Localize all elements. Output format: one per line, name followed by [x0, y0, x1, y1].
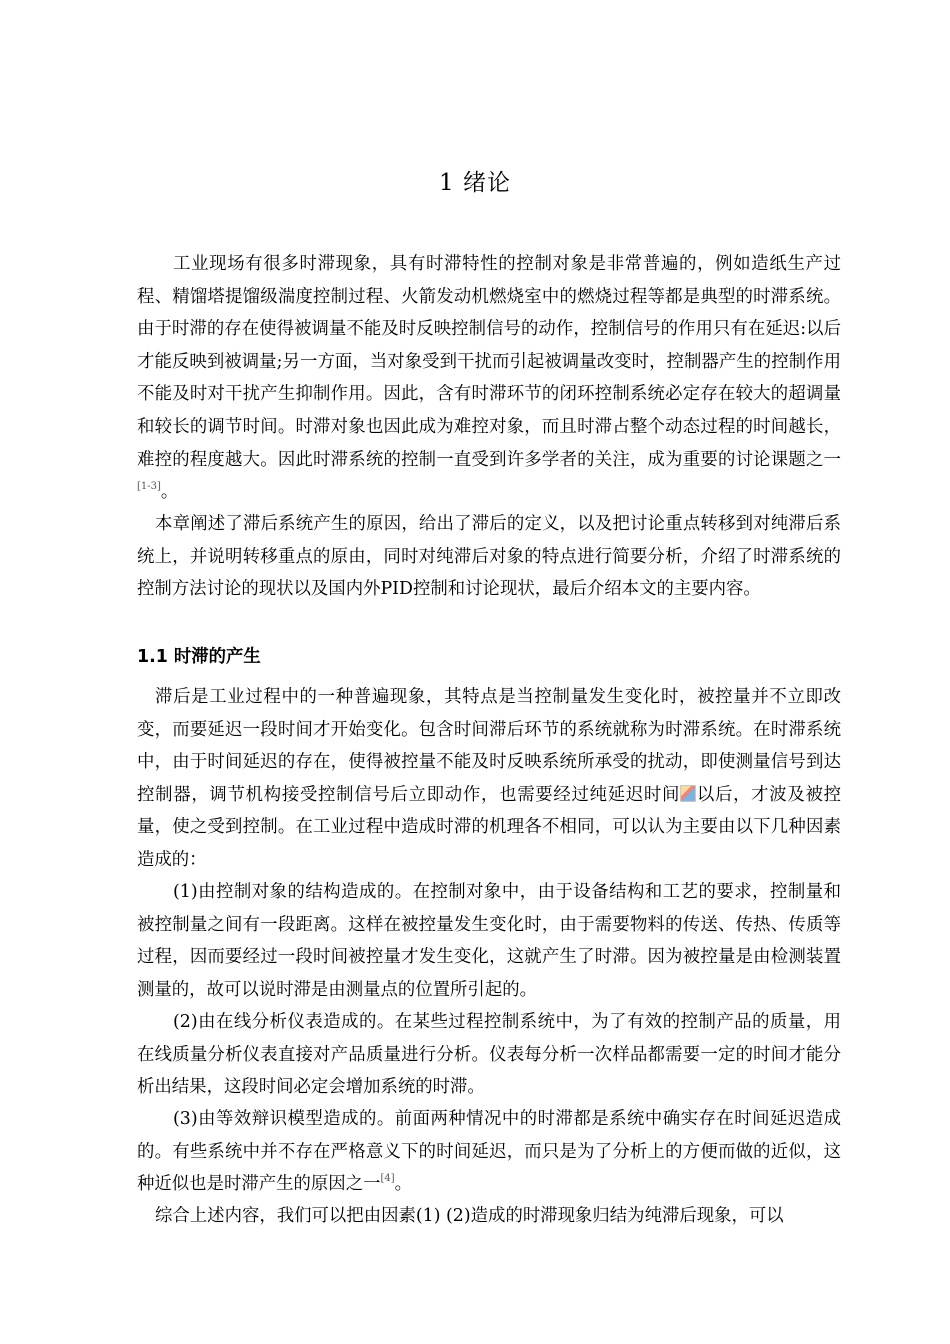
list-item-2: (2)由在线分析仪表造成的。在某些过程控制系统中，为了有效的控制产品的质量，用在线质量分析仪表直接对产品质量进行分析。仪表每分析一次样品都需要一定的时间才能分析出结果，这段时间必定会增加系统的时滞。 [137, 1012, 841, 1098]
section-heading-1-1: 1.1 时滞的产生 [137, 647, 261, 667]
intro-paragraph-2: 本章阐述了滞后系统产生的原因，给出了滞后的定义，以及把讨论重点转移到对纯滞后系统上，并说明转移重点的原由，同时对纯滞后对象的特点进行简要分析，介绍了时滞系统的控制方法讨论的现状以及国内外PID控制和讨论现状，最后介绍本文的主要内容。 [137, 514, 841, 600]
section-1-1-paragraph-last: 综合上述内容，我们可以把由因素(1) (2)造成的时滞现象归结为纯滞后现象，可以 [155, 1206, 784, 1226]
list-item-3-text: (3)由等效辩识模型造成的。前面两种情况中的时滞都是系统中确实存在时间延迟造成的。有些系统中并不存在严格意义下的时间延迟，而只是为了分析上的方便而做的近似，这种近似也是时滞产生的原因之一 [137, 1109, 841, 1195]
list-item-3 [137, 1103, 841, 1201]
broken-image-icon [680, 785, 696, 802]
intro-paragraph-1-text: 工业现场有很多时滞现象，具有时滞特性的控制对象是非常普遍的，例如造纸生产过程、精馏塔提馏级湍度控制过程、火箭发动机燃烧室中的燃烧过程等都是典型的时滞系统。由于时滞的存在使得被调量不能及时反映控制信号的动作，控制信号的作用只有在延迟:以后才能反映到被调量;另一方面，当对象受到干扰而引起被调量改变时，控制器产生的控制作用不能及时对干扰产生抑制作用。因此，含有时滞环节的闭环控制系统必定存在较大的超调量和较长的调节时间。时滞对象也因此成为难控对象，而且时滞占整个动态过程的时间越长，难控的程度越大。因此时滞系统的控制一直受到许多学者的关注，成为重要的讨论课题之一 [137, 254, 841, 470]
section-1-1-paragraph-1 [137, 681, 841, 877]
intro-paragraph-1-end: 。 [160, 482, 179, 503]
list-item-1: (1)由控制对象的结构造成的。在控制对象中，由于设备结构和工艺的要求，控制量和被控制量之间有一段距离。这样在被控量发生变化时，由于需要物料的传送、传热、传质等过程，因而要经过一段时间被控量才发生变化，这就产生了时滞。因为被控量是由检测装置测量的，故可以说时滞是由测量点的位置所引起的。 [137, 882, 841, 1000]
citation-4[interactable]: [4] [380, 1173, 395, 1185]
citation-1-3[interactable]: [1-3] [137, 481, 161, 493]
section-1-1-paragraph-1-text-b: 以后，才波及被控量，使之受到控制。在工业过程中造成时滞的机理各不相同，可以认为主要由以下几种因素造成的： [137, 784, 841, 870]
list-item-3-end: 。 [394, 1174, 413, 1195]
section-1-1-paragraph-1-text-a: 滞后是工业过程中的一种普遍现象，其特点是当控制量发生变化时，被控量并不立即改变，而要延迟一段时间才开始变化。包含时间滞后环节的系统就称为时滞系统。在时滞系统中，由于时间延迟的存在，使得被控量不能及时反映系统所承受的扰动，即使测量信号到达控制器，调节机构接受控制信号后立即动作，也需要经过纯延迟时间 [137, 687, 841, 805]
intro-paragraph-1 [137, 248, 841, 509]
chapter-title: 1 绪论 [439, 170, 511, 196]
